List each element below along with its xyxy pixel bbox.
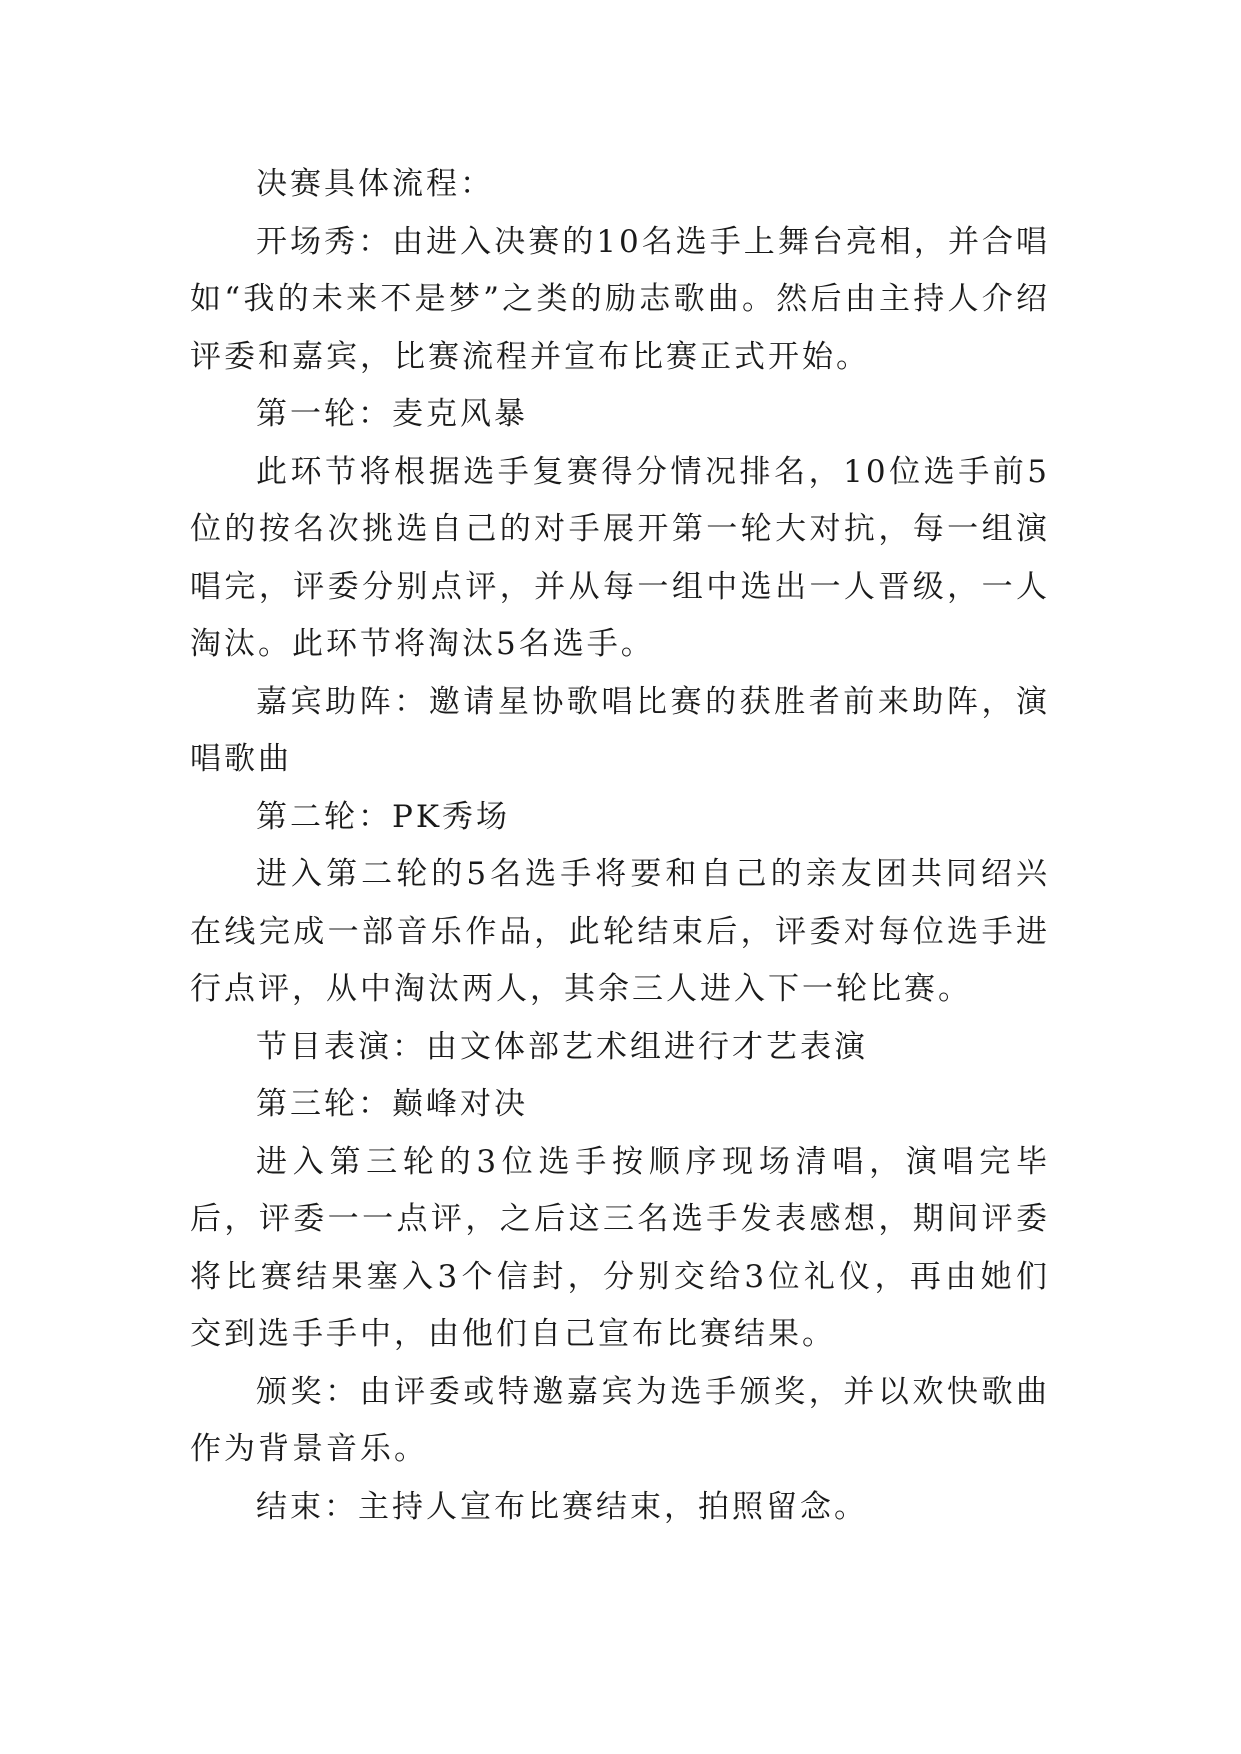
paragraph-performance: 节目表演：由文体部艺术组进行才艺表演 xyxy=(256,1028,868,1065)
paragraph-round-one: 此环节将根据选手复赛得分情况排名，10位选手前5位的按名次挑选自己的对手展开第一轮大对抗，每一组演唱完，评委分别点评，并从每一组中选出一人晋级，一人淘汰。此环节将淘汰5名选手。 xyxy=(190,453,1050,662)
round-three-heading: 第三轮：巅峰对决 xyxy=(256,1086,528,1122)
round-two-heading: 第二轮：PK秀场 xyxy=(256,798,511,835)
paragraph-awards: 颁奖：由评委或特邀嘉宾为选手颁奖，并以欢快歌曲作为背景音乐。 xyxy=(190,1373,1050,1467)
paragraph-round-three: 进入第三轮的3位选手按顺序现场清唱，演唱完毕后，评委一一点评，之后这三名选手发表感想，期间评委将比赛结果塞入3个信封，分别交给3位礼仪，再由她们交到选手手中，由他们自己宣布比赛结果。 xyxy=(190,1143,1050,1352)
paragraph-ending: 结束：主持人宣布比赛结束，拍照留念。 xyxy=(256,1488,868,1525)
round-one-heading: 第一轮：麦克风暴 xyxy=(256,396,528,432)
paragraph-opening-show: 开场秀：由进入决赛的10名选手上舞台亮相，并合唱如“我的未来不是梦”之类的励志歌曲。然后由主持人介绍评委和嘉宾，比赛流程并宣布比赛正式开始。 xyxy=(190,223,1050,375)
section-heading-final-process: 决赛具体流程： xyxy=(256,166,494,202)
paragraph-guest-support: 嘉宾助阵：邀请星协歌唱比赛的获胜者前来助阵，演唱歌曲 xyxy=(190,683,1050,777)
document-body xyxy=(190,156,1050,1536)
paragraph-round-two: 进入第二轮的5名选手将要和自己的亲友团共同绍兴在线完成一部音乐作品，此轮结束后，评委对每位选手进行点评，从中淘汰两人，其余三人进入下一轮比赛。 xyxy=(190,856,1050,1007)
